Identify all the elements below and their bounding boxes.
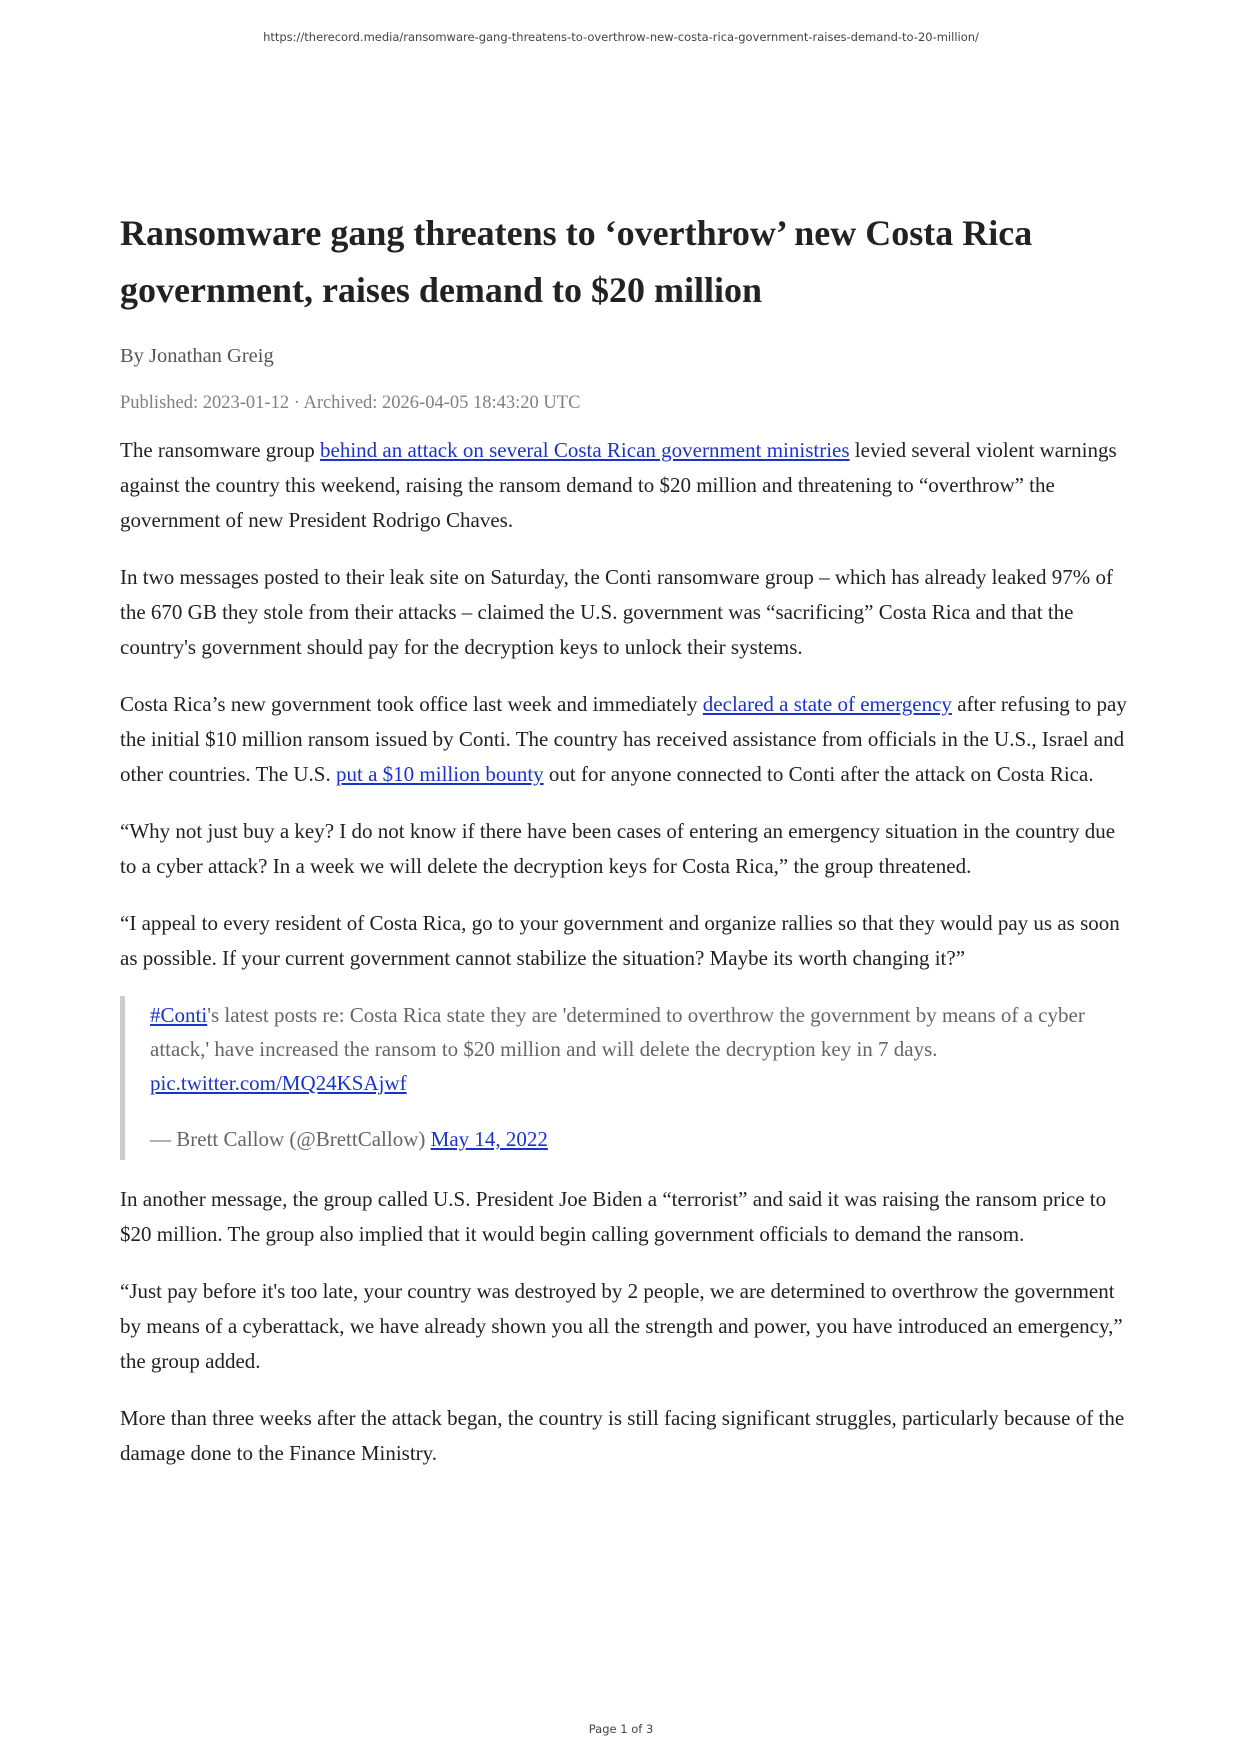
paragraph-7: “Just pay before it's too late, your country was destroyed by 2 people, we are determined to overthrow the government by means of a cyberattack, we have already shown you all the strength and power, you have introduced an emergency,” the group added.	[120, 1279, 1123, 1373]
page-number: Page 1 of 3	[588, 1722, 654, 1736]
paragraph-3-text-before: Costa Rica’s new government took office last week and immediately	[120, 692, 703, 716]
paragraph-5: “I appeal to every resident of Costa Rica, go to your government and organize rallies so that they would pay us as soon as possible. If your current government cannot stabilize the situation? Maybe its worth changing it?”	[120, 911, 1120, 970]
bounty-link[interactable]: put a $10 million bounty	[336, 762, 544, 786]
paragraph-3-text-after: out for anyone connected to Conti after the attack on Costa Rica.	[543, 762, 1094, 786]
paragraph-1-text-after: levied several violent warnings against the country this weekend, raising the ransom demand to $20 million and threatening to “overthrow” the government of new President Rodrigo Chaves.	[120, 438, 1117, 532]
paragraph-1-text-before: The ransomware group	[120, 438, 321, 462]
print-header-url: https://therecord.media/ransomware-gang-threatens-to-overthrow-new-costa-rica-government-raises-demand-to-20-million/	[263, 30, 979, 44]
ministries-attack-link[interactable]: behind an attack on several Costa Rican government ministries	[320, 438, 850, 462]
tweet-date-link[interactable]: May 14, 2022	[430, 1127, 548, 1151]
tweet-attribution	[150, 1122, 1130, 1156]
tweet-pic-link[interactable]: pic.twitter.com/MQ24KSAjwf	[150, 1071, 407, 1095]
paragraph-1	[120, 433, 1130, 538]
publish-meta: Published: 2023-01-12 · Archived: 2026-04-05 18:43:20 UTC	[120, 393, 581, 413]
article	[120, 205, 1130, 1471]
tweet-text	[150, 998, 1130, 1100]
embedded-tweet	[120, 996, 1130, 1160]
conti-hashtag-link[interactable]: #Conti	[150, 1003, 208, 1027]
tweet-body: 's latest posts re: Costa Rica state they are 'determined to overthrow the government by means of a cyber attack,' have increased the ransom to $20 million and will delete the decryption key in 7 days.	[150, 1003, 1085, 1061]
paragraph-4: “Why not just buy a key? I do not know if there have been cases of entering an emergency situation in the country due to a cyber attack? In a week we will delete the decryption keys for Costa Rica,” the group threatened.	[120, 819, 1116, 878]
paragraph-3-text-middle: after refusing to pay the initial $10 million ransom issued by Conti. The country has received assistance from officials in the U.S., Israel and other countries. The U.S.	[120, 692, 1127, 786]
paragraph-8: More than three weeks after the attack began, the country is still facing significant struggles, particularly because of the damage done to the Finance Ministry.	[120, 1406, 1125, 1465]
paragraph-2: In two messages posted to their leak site on Saturday, the Conti ransomware group – which has already leaked 97% of the 670 GB they stole from their attacks – claimed the U.S. government was “sacrificing” Costa Rica and that the country's government should pay for the decryption keys to unlock their systems.	[120, 565, 1113, 659]
state-of-emergency-link[interactable]: declared a state of emergency	[702, 692, 952, 716]
paragraph-3	[120, 687, 1130, 792]
paragraph-6: In another message, the group called U.S. President Joe Biden a “terrorist” and said it was raising the ransom price to $20 million. The group also implied that it would begin calling government officials to demand the ransom.	[120, 1187, 1107, 1246]
byline: By Jonathan Greig	[120, 345, 274, 367]
tweet-author: — Brett Callow (@BrettCallow)	[150, 1127, 431, 1151]
article-title: Ransomware gang threatens to ‘overthrow’ new Costa Rica government, raises demand to $20 million	[120, 213, 1033, 310]
